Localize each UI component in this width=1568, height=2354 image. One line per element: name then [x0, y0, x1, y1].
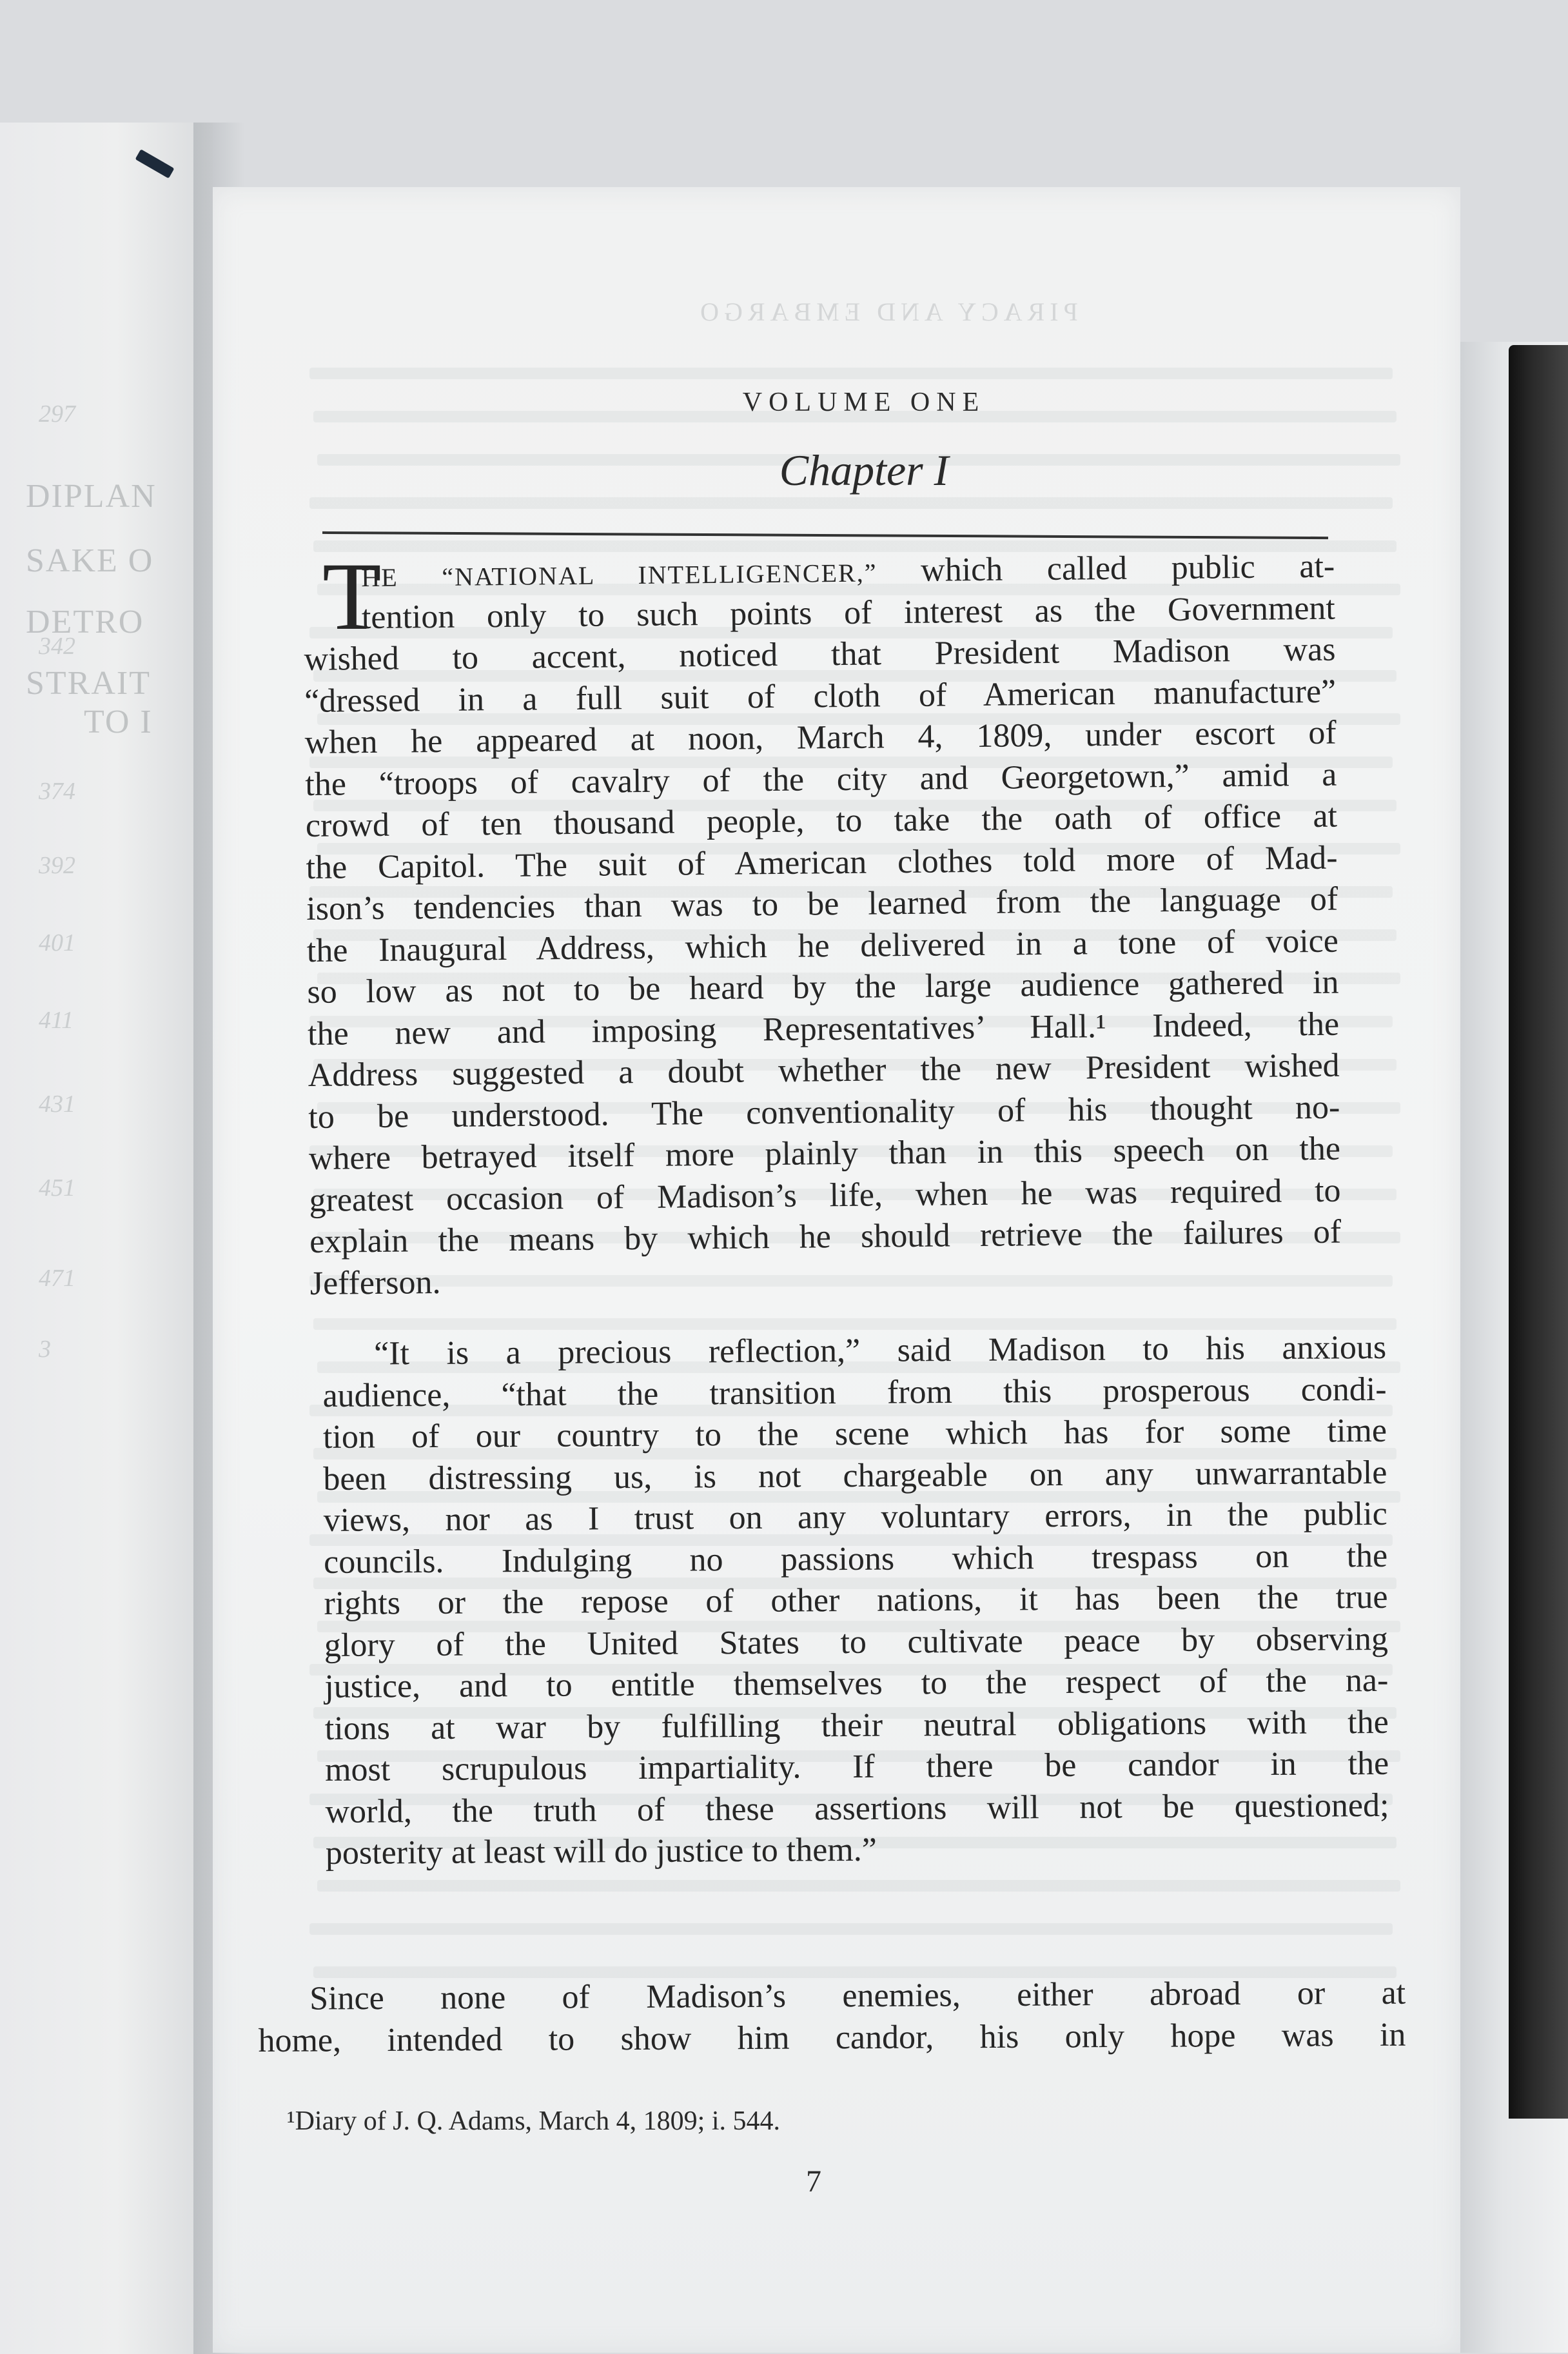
ghost-number: 431 [39, 1091, 75, 1118]
text-line: HE “NATIONAL INTELLIGENCER,” which called public at- [361, 548, 1335, 593]
text-line: glory of the United States to cultivate peace by observing [324, 1620, 1389, 1664]
text-line: the Inaugural Address, which he delivered in a tone of voice [306, 922, 1339, 969]
paragraph-3 [258, 1973, 1406, 2062]
ghost-line [309, 497, 1393, 509]
text-line: Jefferson. [309, 1263, 441, 1302]
text-line: posterity at least will do justice to them.” [325, 1831, 877, 1872]
ghost-word: TO I [84, 704, 153, 740]
ghost-word: STRAIT [26, 665, 151, 702]
ghost-number: 374 [39, 778, 75, 805]
text-line: when he appeared at noon, March 4, 1809, under escort of [304, 714, 1337, 761]
text-line: councils. Indulging no passions which trespass on the [323, 1537, 1388, 1581]
text-line: rights or the repose of other nations, it has been the true [324, 1578, 1388, 1622]
drop-cap: T [322, 543, 382, 650]
text-line: to be understood. The conventionality of his thought no- [308, 1089, 1340, 1136]
left-page [0, 123, 213, 2354]
text-line: most scrupulous impartiality. If there be candor in the [324, 1745, 1389, 1788]
text-line: views, nor as I trust on any voluntary errors, in the public [323, 1495, 1387, 1539]
text-line: the Capitol. The suit of American clothes told more of Mad- [306, 839, 1338, 886]
text-line: greatest occasion of Madison’s life, when he was required to [309, 1172, 1341, 1219]
footnote: ¹Diary of J. Q. Adams, March 4, 1809; i. 544. [287, 2106, 781, 2136]
paragraph-2 [322, 1327, 1389, 1875]
page-number: 7 [806, 2164, 821, 2199]
text-line: tions at war by fulfilling their neutral obligations with the [324, 1703, 1389, 1747]
text-line: audience, “that the transition from this prosperous condi- [322, 1370, 1387, 1414]
ghost-line [309, 368, 1393, 379]
book-cover-edge [1509, 345, 1568, 2119]
ghost-line [309, 1923, 1393, 1935]
bleedthrough-header: PIRACY AND EMBARGO [695, 297, 1078, 326]
ghost-number: 3 [39, 1336, 51, 1363]
ghost-word: DETRO [26, 604, 144, 640]
ghost-number: 297 [39, 401, 75, 428]
text-line: so low as not to be heard by the large audience gathered in [307, 964, 1339, 1011]
text-line: where betrayed itself more plainly than in this speech on the [308, 1130, 1341, 1177]
ghost-number: 392 [39, 852, 75, 879]
ghost-number: 401 [39, 929, 75, 956]
volume-heading: VOLUME ONE [742, 388, 986, 417]
text-line: tion of our country to the scene which has for some time [322, 1412, 1387, 1456]
ghost-number: 342 [39, 633, 75, 660]
text-line: explain the means by which he should retrieve the failures of [309, 1213, 1342, 1260]
text-line: “It is a precious reflection,” said Madison to his anxious [374, 1329, 1387, 1372]
ghost-number: 451 [39, 1174, 75, 1202]
ghost-word: DIPLAN [26, 478, 157, 515]
text-line: home, intended to show him candor, his only hope was in [258, 2016, 1406, 2059]
text-line: the new and imposing Representatives’ Hall.¹ Indeed, the [307, 1005, 1340, 1053]
text-line: crowd of ten thousand people, to take the oath of office at [305, 797, 1338, 844]
text-line: Since none of Madison’s enemies, either abroad or at [309, 1974, 1406, 2017]
text-line: the “troops of cavalry of the city and Georgetown,” amid a [305, 756, 1337, 803]
text-line: ison’s tendencies than was to be learned from the language of [306, 880, 1338, 927]
text-line: tention only to such points of interest as the Government [361, 589, 1336, 636]
ghost-number: 411 [39, 1007, 74, 1034]
ghost-word: SAKE O [26, 542, 154, 579]
text-line: been distressing us, is not chargeable on any unwarrantable [323, 1454, 1387, 1498]
text-line: justice, and to entitle themselves to the respect of the na- [324, 1661, 1389, 1705]
text-line: world, the truth of these assertions will not be questioned; [325, 1786, 1389, 1830]
chapter-title: Chapter I [779, 446, 949, 495]
ghost-line [317, 1880, 1400, 1892]
ghost-number: 471 [39, 1265, 75, 1292]
text-line: “dressed in a full suit of cloth of American manufacture” [304, 673, 1337, 720]
text-line: Address suggested a doubt whether the new President wished [308, 1047, 1340, 1094]
paragraph-1 [303, 543, 1342, 1305]
text-line: wished to accent, noticed that President Madison was [304, 631, 1336, 678]
